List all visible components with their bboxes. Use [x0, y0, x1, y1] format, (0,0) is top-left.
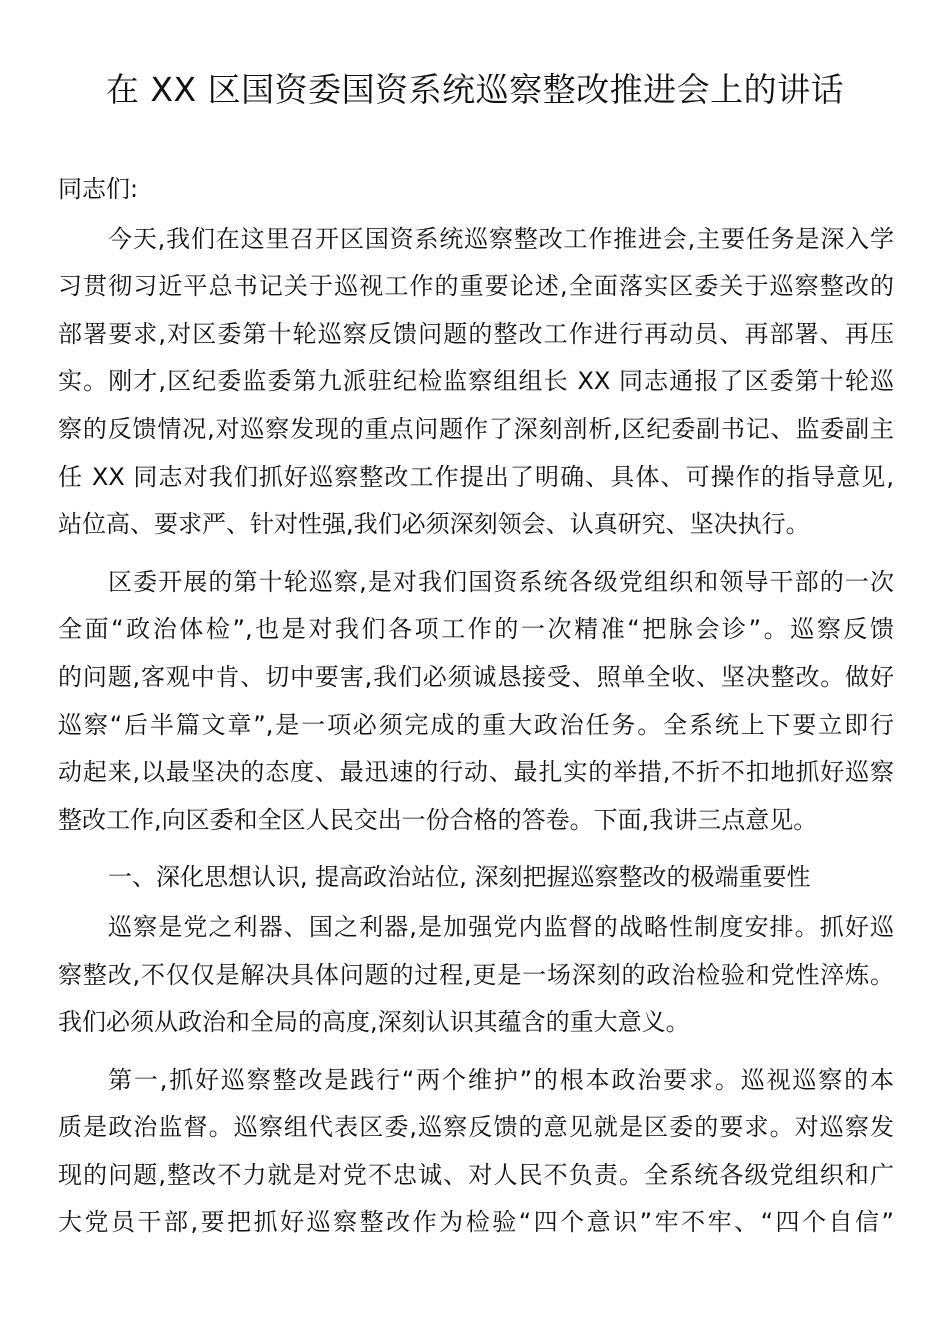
text-line: 察整改,不仅仅是解决具体问题的过程,更是一场深刻的政治检验和党性淬炼。: [58, 960, 894, 989]
text-line: 任 XX 同志对我们抓好巡察整改工作提出了明确、具体、可操作的指导意见,: [58, 462, 894, 491]
text-line: 第一,抓好巡察整改是践行“两个维护”的根本政治要求。巡视巡察的本: [108, 1065, 894, 1094]
text-line: 我们必须从政治和全局的高度,深刻认识其蕴含的重大意义。: [58, 1008, 690, 1037]
text-line: 巡察是党之利器、国之利器,是加强党内监督的战略性制度安排。抓好巡: [108, 912, 894, 941]
paragraph-first-point: [58, 1057, 894, 1247]
text-line: 察的反馈情况,对巡察发现的重点问题作了深刻剖析,区纪委副书记、监委副主: [58, 414, 894, 443]
paragraph-inspection: [58, 559, 894, 845]
text-line: 今天,我们在这里召开区国资系统巡察整改工作推进会,主要任务是深入学: [108, 224, 894, 253]
text-line: 习贯彻习近平总书记关于巡视工作的重要论述,全面落实区委关于巡察整改的: [58, 272, 894, 301]
text-line: 实。刚才,区纪委监委第九派驻纪检监察组组长 XX 同志通报了区委第十轮巡: [58, 367, 894, 396]
text-line: 巡察“后半篇文章”,是一项必须完成的重大政治任务。全系统上下要立即行: [58, 710, 894, 739]
section-heading-text: 一、深化思想认识, 提高政治站位, 深刻把握巡察整改的极端重要性: [108, 863, 811, 892]
text-line: 站位高、要求严、针对性强,我们必须深刻领会、认真研究、坚决执行。: [58, 510, 810, 539]
paragraph-significance: [58, 904, 894, 1047]
document-body: [58, 166, 894, 1247]
text-line: 部署要求,对区委第十轮巡察反馈问题的整改工作进行再动员、再部署、再压: [58, 319, 894, 348]
document-title: 在 XX 区国资委国资系统巡察整改推进会上的讲话: [105, 70, 845, 109]
salutation: 同志们:: [58, 175, 139, 203]
text-line: 现的问题,整改不力就是对党不忠诚、对人民不负责。全系统各级党组织和广: [58, 1160, 894, 1189]
text-line: 质是政治监督。巡察组代表区委,巡察反馈的意见就是区委的要求。对巡察发: [58, 1113, 894, 1142]
text-line: 全面“政治体检”,也是对我们各项工作的一次精准“把脉会诊”。巡察反馈: [58, 615, 894, 644]
text-line: 区委开展的第十轮巡察,是对我们国资系统各级党组织和领导干部的一次: [108, 567, 894, 596]
text-line: 整改工作,向区委和全区人民交出一份合格的答卷。下面,我讲三点意见。: [58, 805, 818, 834]
text-line: 大党员干部,要把抓好巡察整改作为检验“四个意识”牢不牢、“四个自信”: [58, 1208, 894, 1237]
text-line: 的问题,客观中肯、切中要害,我们必须诚恳接受、照单全收、坚决整改。做好: [58, 662, 894, 691]
text-line: 动起来,以最坚决的态度、最迅速的行动、最扎实的举措,不折不扣地抓好巡察: [58, 758, 894, 787]
paragraph-intro: [58, 216, 894, 549]
section-heading-1: [58, 854, 894, 902]
